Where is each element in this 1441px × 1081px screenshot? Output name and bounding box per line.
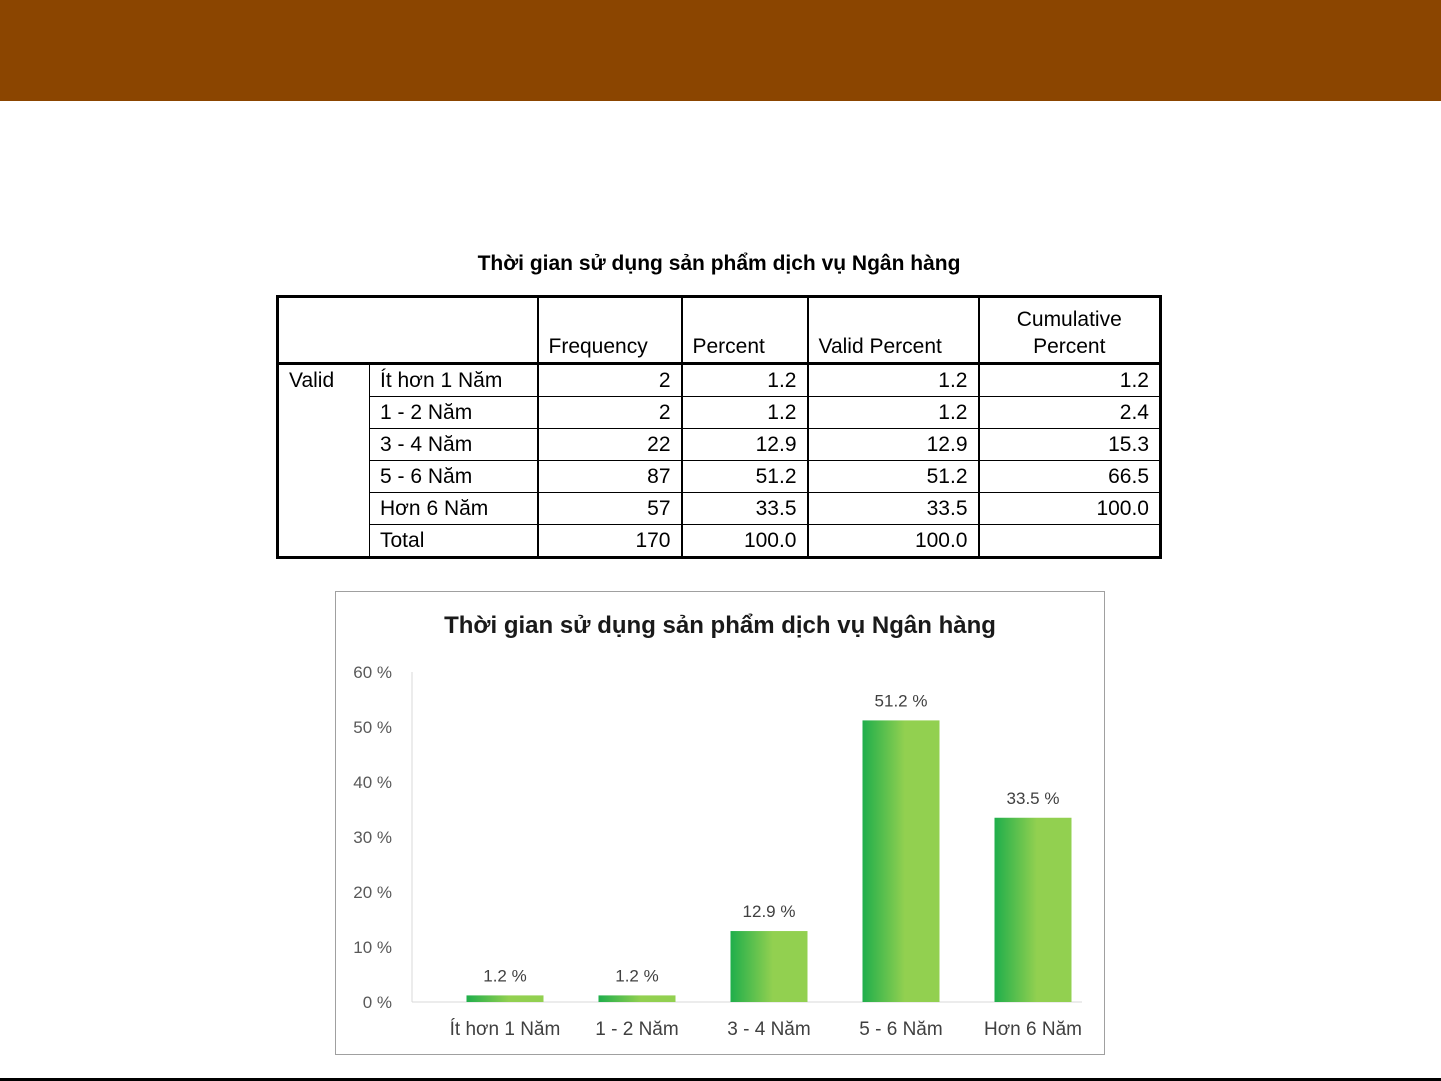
table-row — [278, 461, 1161, 493]
data-label: 51.2 % — [874, 691, 928, 711]
cell-cumulative-percent: 100.0 — [979, 493, 1161, 525]
y-tick-label: 30 % — [353, 828, 392, 847]
column-header-valid-percent: Valid Percent — [808, 297, 979, 364]
data-label: 33.5 % — [1006, 788, 1060, 808]
cell-valid-percent: 100.0 — [808, 525, 979, 558]
cell-valid-percent: 33.5 — [808, 493, 979, 525]
y-tick-label: 10 % — [353, 938, 392, 957]
data-label: 1.2 % — [483, 966, 527, 986]
bar — [995, 818, 1072, 1002]
table-row — [278, 493, 1161, 525]
cell-frequency: 22 — [538, 429, 682, 461]
cell-percent: 33.5 — [682, 493, 808, 525]
cell-valid-percent: 1.2 — [808, 364, 979, 397]
cell-percent: 51.2 — [682, 461, 808, 493]
row-label: Hơn 6 Năm — [370, 493, 538, 525]
column-header-percent: Percent — [682, 297, 808, 364]
cell-cumulative-percent: 15.3 — [979, 429, 1161, 461]
cell-valid-percent: 1.2 — [808, 397, 979, 429]
table-row — [278, 525, 1161, 558]
y-tick-label: 50 % — [353, 718, 392, 737]
column-header-frequency: Frequency — [538, 297, 682, 364]
bar — [731, 931, 808, 1002]
frequency-table — [276, 295, 1162, 559]
x-tick-label: 5 - 6 Năm — [859, 1019, 943, 1040]
cell-percent: 1.2 — [682, 364, 808, 397]
y-tick-label: 20 % — [353, 883, 392, 902]
cell-frequency: 87 — [538, 461, 682, 493]
row-label: 1 - 2 Năm — [370, 397, 538, 429]
bar-chart — [335, 591, 1105, 1055]
x-tick-label: Hơn 6 Năm — [984, 1019, 1082, 1040]
row-label: 5 - 6 Năm — [370, 461, 538, 493]
cell-cumulative-percent: 66.5 — [979, 461, 1161, 493]
row-group-label: Valid — [289, 369, 335, 392]
bar — [467, 995, 544, 1002]
header-bar — [0, 0, 1441, 101]
cell-percent: 100.0 — [682, 525, 808, 558]
cell-frequency: 170 — [538, 525, 682, 558]
y-tick-label: 60 % — [353, 663, 392, 682]
row-label: Total — [370, 525, 538, 558]
cell-cumulative-percent — [979, 525, 1161, 558]
cell-cumulative-percent: 1.2 — [979, 364, 1161, 397]
x-tick-label: 3 - 4 Năm — [727, 1019, 811, 1040]
data-label: 12.9 % — [742, 902, 796, 922]
chart-title: Thời gian sử dụng sản phẩm dịch vụ Ngân hàng — [444, 612, 996, 639]
cell-frequency: 2 — [538, 364, 682, 397]
cell-valid-percent: 12.9 — [808, 429, 979, 461]
table-row — [278, 429, 1161, 461]
table-row — [278, 397, 1161, 429]
y-tick-label: 40 % — [353, 773, 392, 792]
x-tick-label: Ít hơn 1 Năm — [449, 1019, 561, 1040]
bar — [863, 720, 940, 1002]
chart-canvas — [336, 592, 1104, 1054]
cell-cumulative-percent: 2.4 — [979, 397, 1161, 429]
header-corner — [278, 297, 538, 364]
y-tick-label: 0 % — [362, 993, 392, 1012]
cell-valid-percent: 51.2 — [808, 461, 979, 493]
data-label: 1.2 % — [615, 966, 659, 986]
row-label: Ít hơn 1 Năm — [370, 364, 538, 397]
cell-percent: 12.9 — [682, 429, 808, 461]
row-label: 3 - 4 Năm — [370, 429, 538, 461]
bar — [599, 995, 676, 1002]
cell-frequency: 57 — [538, 493, 682, 525]
x-tick-label: 1 - 2 Năm — [595, 1019, 679, 1040]
column-header-cumulative-percent: Cumulative Percent — [979, 297, 1161, 364]
cell-percent: 1.2 — [682, 397, 808, 429]
table-title: Thời gian sử dụng sản phẩm dịch vụ Ngân hàng — [477, 252, 961, 275]
cell-frequency: 2 — [538, 397, 682, 429]
table-row — [278, 364, 1161, 397]
